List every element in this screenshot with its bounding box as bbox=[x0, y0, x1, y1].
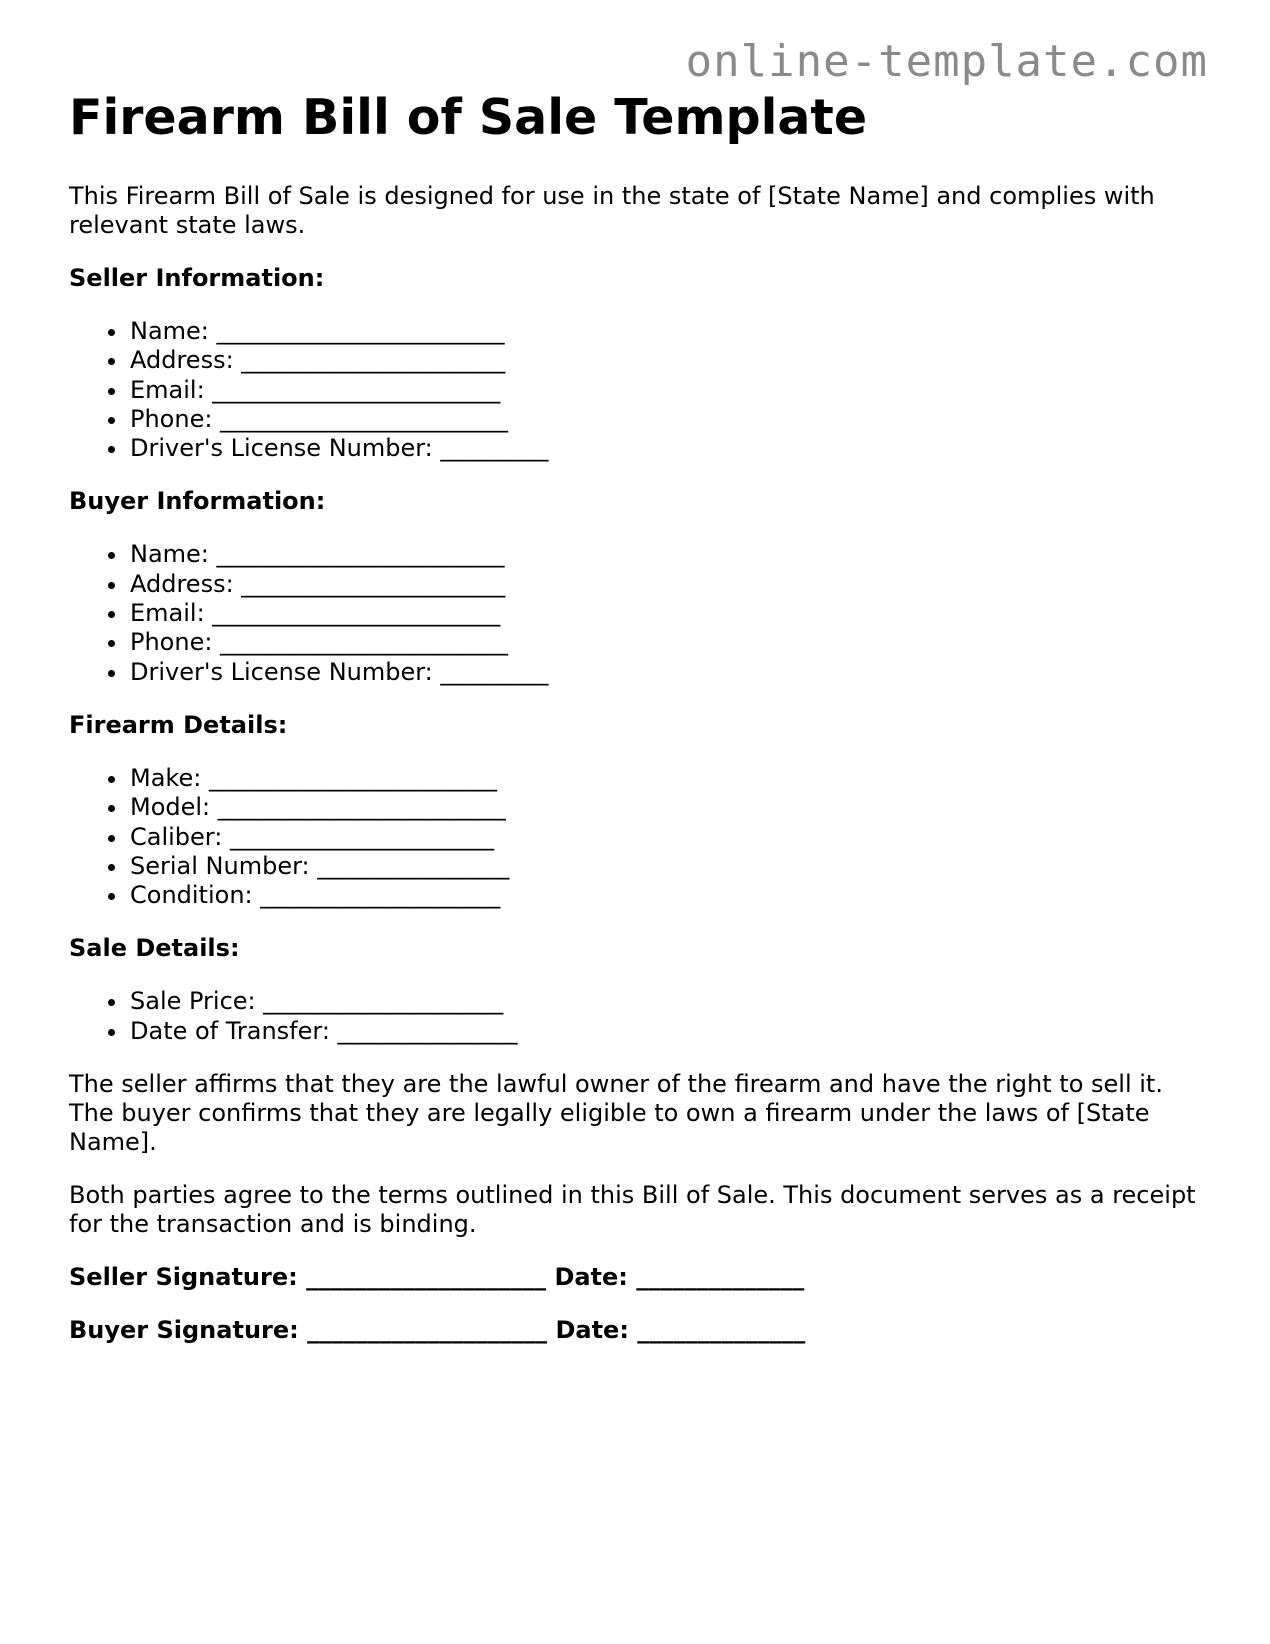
firearm-serial-field: Serial Number: ________________ bbox=[130, 852, 1209, 881]
buyer-signature-line: Buyer Signature: ____________________ Date: ______________ bbox=[69, 1316, 806, 1345]
sale-price-field: Sale Price: ____________________ bbox=[130, 987, 1209, 1016]
seller-phone-field: Phone: ________________________ bbox=[130, 405, 1209, 434]
buyer-email-field: Email: ________________________ bbox=[130, 599, 1209, 628]
watermark: online-template.com bbox=[685, 36, 1208, 87]
seller-license-field: Driver's License Number: _________ bbox=[130, 434, 1209, 463]
firearm-caliber-field: Caliber: ______________________ bbox=[130, 823, 1209, 852]
intro-paragraph: This Firearm Bill of Sale is designed for use in the state of [State Name] and complies with relevant state laws. bbox=[69, 182, 1155, 239]
seller-field-list bbox=[69, 317, 1209, 463]
agreement-paragraph: Both parties agree to the terms outlined in this Bill of Sale. This document serves as a receipt for the transaction and is binding. bbox=[69, 1181, 1196, 1239]
seller-section-heading: Seller Information: bbox=[69, 264, 325, 292]
seller-name-field: Name: ________________________ bbox=[130, 317, 1209, 346]
affirmation-paragraph: The seller affirms that they are the lawful owner of the firearm and have the right to sell it. The buyer confirms that they are legally eligible to own a firearm under the laws of [State Name]. bbox=[69, 1070, 1163, 1157]
firearm-model-field: Model: ________________________ bbox=[130, 793, 1209, 822]
buyer-name-field: Name: ________________________ bbox=[130, 540, 1209, 569]
transfer-date-field: Date of Transfer: _______________ bbox=[130, 1017, 1209, 1046]
firearm-condition-field: Condition: ____________________ bbox=[130, 881, 1209, 910]
buyer-phone-field: Phone: ________________________ bbox=[130, 628, 1209, 657]
seller-signature-line: Seller Signature: ____________________ Date: ______________ bbox=[69, 1263, 805, 1292]
buyer-section-heading: Buyer Information: bbox=[69, 487, 326, 516]
page-title: Firearm Bill of Sale Template bbox=[69, 89, 868, 146]
firearm-section-heading: Firearm Details: bbox=[69, 710, 288, 739]
sale-section-heading: Sale Details: bbox=[69, 934, 240, 963]
buyer-license-field: Driver's License Number: _________ bbox=[130, 658, 1209, 687]
firearm-field-list bbox=[69, 764, 1209, 910]
buyer-field-list bbox=[69, 540, 1209, 686]
seller-address-field: Address: ______________________ bbox=[130, 346, 1209, 375]
seller-email-field: Email: ________________________ bbox=[130, 376, 1209, 405]
document-page bbox=[69, 88, 1209, 1369]
firearm-make-field: Make: ________________________ bbox=[130, 764, 1209, 793]
buyer-address-field: Address: ______________________ bbox=[130, 570, 1209, 599]
sale-field-list bbox=[69, 987, 1209, 1046]
